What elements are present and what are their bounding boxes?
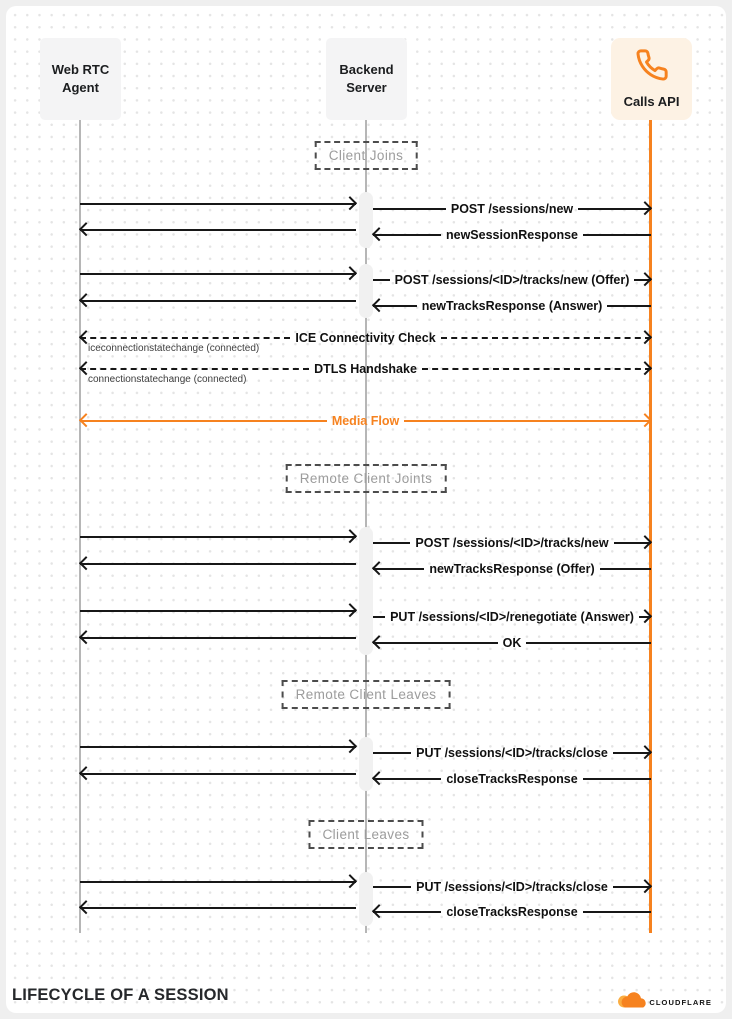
arrow-agent-to-backend [80, 873, 356, 891]
cloudflare-wordmark: CLOUDFLARE [649, 998, 712, 1007]
actor-label: Backend Server [339, 62, 394, 95]
activation-bar [359, 264, 373, 318]
actor-backend-server [326, 38, 407, 120]
message-close-tracks-response [373, 903, 651, 921]
arrow-agent-to-backend [80, 738, 356, 756]
message-label: DTLS Handshake [314, 362, 417, 376]
activation-bar [359, 872, 373, 926]
arrowhead-right-icon [343, 603, 357, 617]
message-put-tracks-close [373, 744, 651, 762]
message-put-tracks-close [373, 878, 651, 896]
arrowhead-left-icon [372, 561, 386, 575]
arrowhead-left-icon [79, 630, 93, 644]
message-close-tracks-response [373, 770, 651, 788]
arrowhead-left-icon [372, 635, 386, 649]
phone-icon [635, 48, 669, 87]
message-post-sessions-new [373, 200, 651, 218]
arrow-agent-to-backend [80, 265, 356, 283]
cloudflare-logo [616, 991, 712, 1014]
activation-bar [359, 192, 373, 248]
section-remote-client-joints: Remote Client Joints [286, 464, 447, 493]
message-label: newTracksResponse (Offer) [429, 562, 595, 576]
message-label: closeTracksResponse [446, 905, 578, 919]
arrowhead-right-icon [638, 330, 652, 344]
actor-label: Web RTC Agent [51, 62, 110, 95]
arrowhead-left-icon [372, 904, 386, 918]
arrow-backend-to-agent [80, 765, 356, 783]
arrowhead-right-icon [638, 361, 652, 375]
arrowhead-right-icon [343, 874, 357, 888]
message-ok [373, 634, 651, 652]
message-label: POST /sessions/new [450, 202, 574, 216]
arrowhead-left-icon [79, 766, 93, 780]
actor-webrtc-agent [40, 38, 121, 120]
page-title: LIFECYCLE OF A SESSION [12, 986, 229, 1004]
message-label: OK [502, 636, 522, 650]
message-label: closeTracksResponse [446, 772, 578, 786]
arrowhead-left-icon [79, 413, 93, 427]
arrowhead-left-icon [372, 771, 386, 785]
arrowhead-right-icon [638, 609, 652, 623]
arrowhead-left-icon [79, 222, 93, 236]
arrowhead-left-icon [79, 293, 93, 307]
annotation-iceconnectionstatechange: iceconnectionstatechange (connected) [88, 343, 260, 354]
actor-label: Calls API [623, 93, 680, 109]
message-label: PUT /sessions/<ID>/tracks/close [416, 880, 608, 894]
arrowhead-right-icon [638, 272, 652, 286]
arrow-backend-to-agent [80, 555, 356, 573]
arrowhead-left-icon [372, 227, 386, 241]
section-client-joins: Client Joins [315, 141, 418, 170]
message-label: POST /sessions/<ID>/tracks/new [415, 536, 609, 550]
arrowhead-right-icon [638, 745, 652, 759]
actor-calls-api [611, 38, 692, 120]
message-post-tracks-new [373, 534, 651, 552]
arrowhead-right-icon [638, 879, 652, 893]
message-new-session-response [373, 226, 651, 244]
arrow-backend-to-agent [80, 899, 356, 917]
section-remote-client-leaves: Remote Client Leaves [282, 680, 451, 709]
message-label: PUT /sessions/<ID>/tracks/close [416, 746, 608, 760]
arrowhead-left-icon [79, 900, 93, 914]
arrow-agent-to-backend [80, 602, 356, 620]
message-new-tracks-response-offer [373, 560, 651, 578]
section-client-leaves: Client Leaves [309, 820, 424, 849]
arrow-backend-to-agent [80, 221, 356, 239]
arrowhead-right-icon [638, 535, 652, 549]
message-label: newSessionResponse [446, 228, 578, 242]
cloudflare-cloud-icon [616, 991, 646, 1014]
lifeline-webrtc-agent [79, 120, 81, 933]
message-new-tracks-response-answer [373, 297, 651, 315]
message-label: newTracksResponse (Answer) [421, 299, 603, 313]
message-put-renegotiate-answer [373, 608, 651, 626]
arrowhead-right-icon [343, 266, 357, 280]
message-label: PUT /sessions/<ID>/renegotiate (Answer) [390, 610, 634, 624]
arrow-agent-to-backend [80, 195, 356, 213]
arrowhead-right-icon [638, 413, 652, 427]
arrowhead-left-icon [372, 298, 386, 312]
message-label: Media Flow [331, 414, 400, 428]
message-post-tracks-new-offer [373, 271, 651, 289]
arrow-agent-to-backend [80, 528, 356, 546]
message-media-flow [80, 412, 651, 430]
message-label: POST /sessions/<ID>/tracks/new (Offer) [394, 273, 630, 287]
arrowhead-right-icon [343, 739, 357, 753]
arrowhead-right-icon [343, 529, 357, 543]
arrowhead-right-icon [343, 196, 357, 210]
arrow-backend-to-agent [80, 292, 356, 310]
activation-bar [359, 527, 373, 655]
annotation-connectionstatechange: connectionstatechange (connected) [88, 374, 247, 385]
arrow-backend-to-agent [80, 629, 356, 647]
arrowhead-left-icon [79, 556, 93, 570]
message-label: ICE Connectivity Check [295, 331, 436, 345]
activation-bar [359, 737, 373, 791]
arrowhead-right-icon [638, 201, 652, 215]
